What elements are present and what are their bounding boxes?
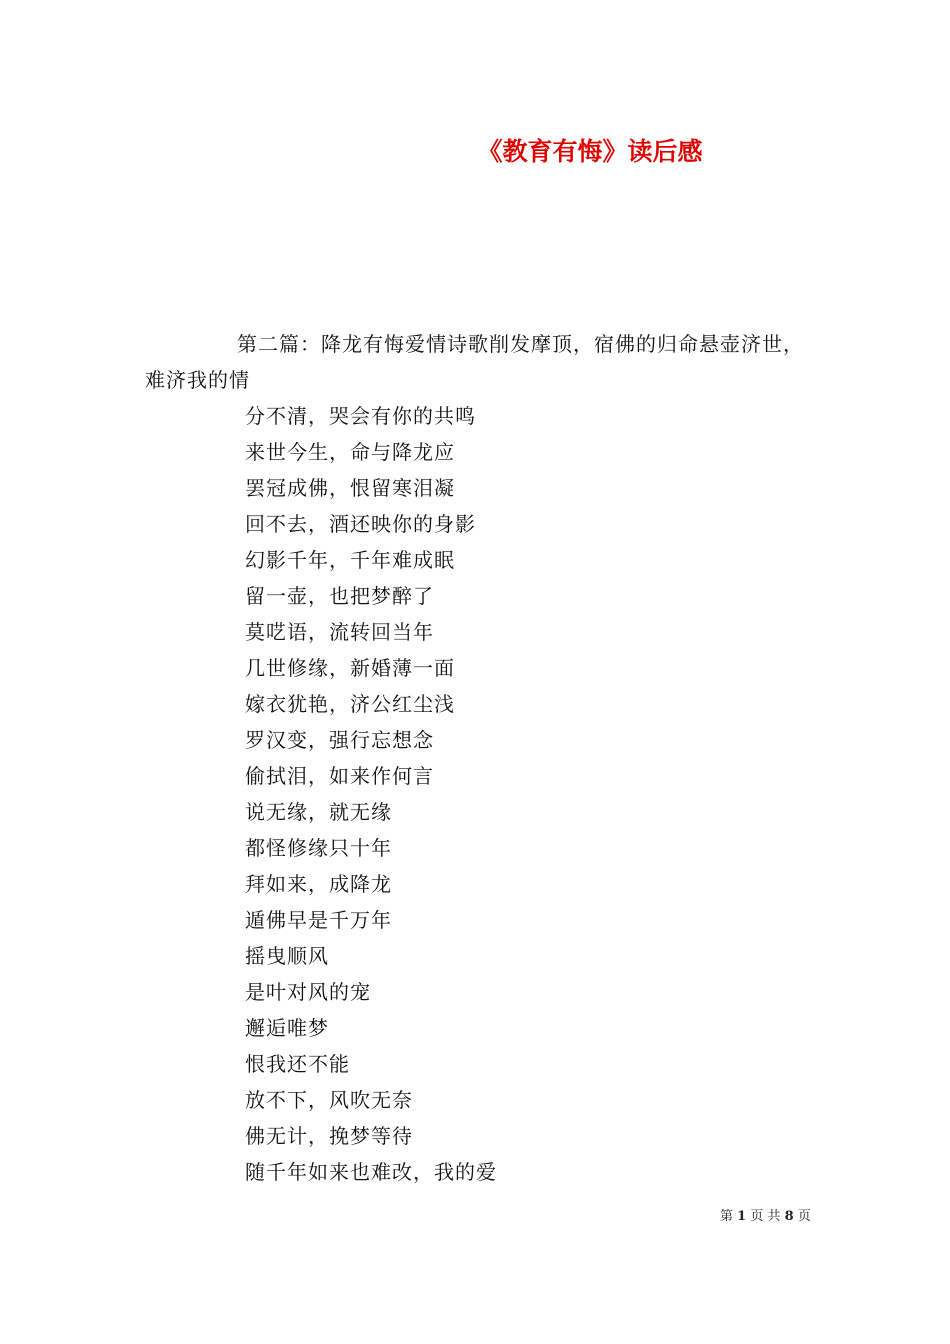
poem-line: 嫁衣犹艳，济公红尘浅 (245, 692, 455, 716)
footer-page-number: 1 (737, 1209, 747, 1224)
poem-line: 罢冠成佛，恨留寒泪凝 (245, 476, 455, 500)
poem-line: 回不去，酒还映你的身影 (245, 512, 476, 536)
footer-prefix: 第 (720, 1209, 734, 1224)
poem-line: 幻影千年，千年难成眠 (245, 548, 455, 572)
footer-suffix: 页 (797, 1209, 811, 1224)
poem-line: 分不清，哭会有你的共鸣 (245, 404, 476, 428)
intro-paragraph: 第二篇：降龙有悔爱情诗歌削发摩顶，宿佛的归命悬壶济世，难济我的情 (145, 332, 804, 392)
poem-line: 莫呓语，流转回当年 (245, 620, 434, 644)
page-footer (720, 1205, 811, 1224)
poem-line: 都怪修缘只十年 (245, 836, 392, 860)
poem-line: 佛无计，挽梦等待 (245, 1124, 413, 1148)
poem-body (245, 398, 805, 1190)
footer-middle: 页 共 (750, 1209, 781, 1224)
poem-line: 拜如来，成降龙 (245, 872, 392, 896)
poem-line: 是叶对风的宠 (245, 980, 371, 1004)
poem-line: 放不下，风吹无奈 (245, 1088, 413, 1112)
poem-line: 留一壶，也把梦醉了 (245, 584, 434, 608)
poem-line: 罗汉变，强行忘想念 (245, 728, 434, 752)
poem-line: 说无缘，就无缘 (245, 800, 392, 824)
poem-line: 来世今生，命与降龙应 (245, 440, 455, 464)
poem-line: 偷拭泪，如来作何言 (245, 764, 434, 788)
footer-total-pages: 8 (784, 1209, 794, 1224)
poem-line: 几世修缘，新婚薄一面 (245, 656, 455, 680)
document-title: 《教育有悔》读后感 (477, 137, 703, 166)
poem-line: 邂逅唯梦 (245, 1016, 329, 1040)
poem-line: 随千年如来也难改，我的爱 (245, 1160, 497, 1184)
poem-line: 恨我还不能 (245, 1052, 350, 1076)
poem-line: 遁佛早是千万年 (245, 908, 392, 932)
poem-line: 摇曳顺风 (245, 944, 329, 968)
